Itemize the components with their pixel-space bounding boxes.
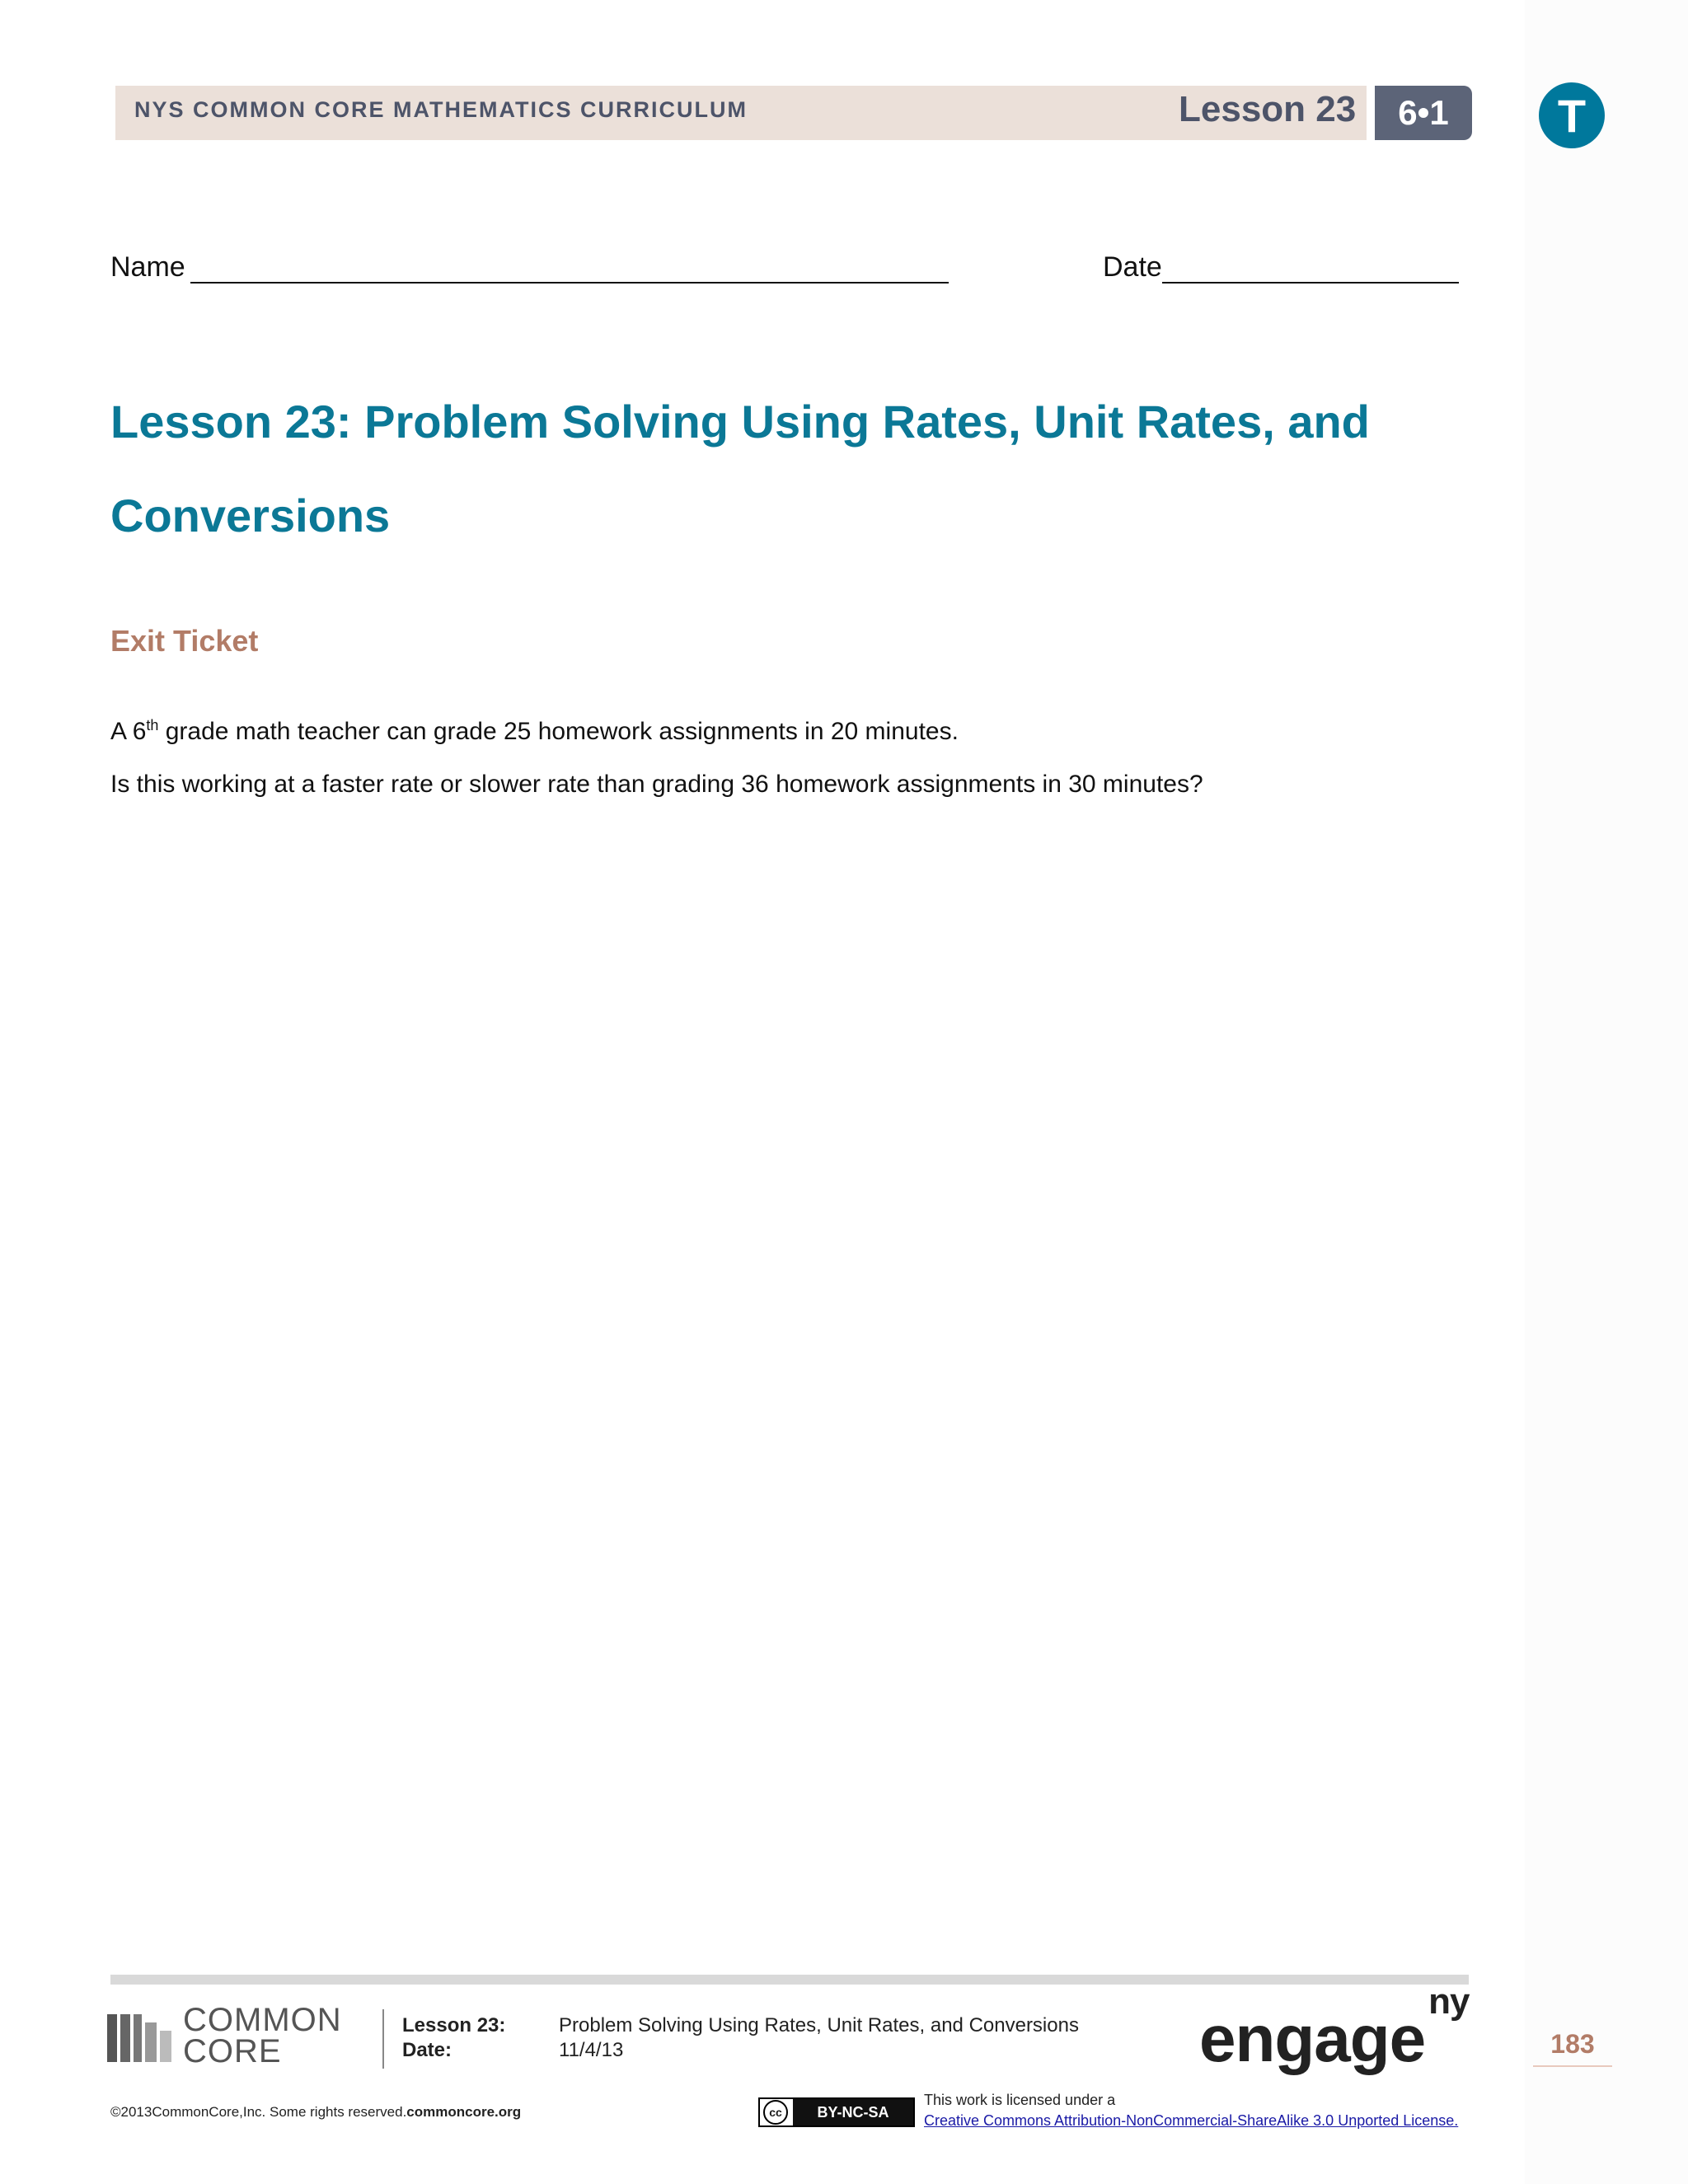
- name-line[interactable]: [190, 252, 949, 284]
- cc-license-type: BY-NC-SA: [793, 2099, 913, 2125]
- date-field[interactable]: [1103, 251, 1459, 284]
- license-link[interactable]: Creative Commons Attribution-NonCommercial-ShareAlike 3.0 Unported License.: [924, 2112, 1459, 2129]
- problem-line-1-start: A 6: [110, 718, 147, 745]
- logo-line-2: CORE: [183, 2033, 282, 2069]
- footer-rule: [110, 1975, 1469, 1985]
- page-number-rule: [1533, 2065, 1612, 2067]
- teacher-badge-icon: T: [1539, 82, 1605, 148]
- cc-license-badge[interactable]: [758, 2097, 915, 2127]
- ny-superscript: ny: [1428, 1981, 1470, 2022]
- common-core-logo-icon: [107, 2011, 171, 2062]
- logo-line-1: COMMON: [183, 2002, 342, 2038]
- date-label: Date: [1103, 251, 1162, 283]
- lesson-title: Lesson 23: Problem Solving Using Rates, Unit Rates, and Conversions: [110, 396, 1370, 541]
- ordinal-suffix: th: [146, 717, 159, 733]
- problem-line-1-end: grade math teacher can grade 25 homework assignments in 20 minutes.: [158, 718, 959, 745]
- engageny-logo: [1199, 1981, 1470, 2077]
- copyright-text: ©2013CommonCore,Inc. Some rights reserved.: [110, 2104, 407, 2120]
- exit-ticket-heading: Exit Ticket: [110, 624, 259, 658]
- common-core-logo-text: [183, 2004, 342, 2067]
- copyright-notice: [110, 2104, 521, 2121]
- copyright-site: commoncore.org: [406, 2104, 522, 2120]
- engage-word: engage: [1199, 2002, 1426, 2075]
- name-field[interactable]: [110, 251, 949, 284]
- page-margin-shade: [1525, 0, 1688, 2184]
- cc-icon: cc: [763, 2100, 788, 2125]
- page-number: 183: [1550, 2029, 1595, 2059]
- problem-line-2: Is this working at a faster rate or slower rate than grading 36 homework assignments in 30 minutes?: [110, 771, 1203, 798]
- curriculum-title: NYS COMMON CORE MATHEMATICS CURRICULUM: [134, 97, 748, 122]
- footer-date-value: 11/4/13: [559, 2039, 624, 2061]
- date-line[interactable]: [1162, 252, 1459, 284]
- footer-divider: [382, 2009, 384, 2069]
- footer-lesson-value: Problem Solving Using Rates, Unit Rates, and Conversions: [559, 2014, 1079, 2036]
- problem-line-1: [110, 717, 959, 746]
- header-lesson: Lesson 23: [1179, 89, 1357, 129]
- module-badge: 6•1: [1375, 86, 1472, 140]
- license-intro: This work is licensed under a: [924, 2092, 1116, 2108]
- name-label: Name: [110, 251, 185, 283]
- footer-lesson-label: Lesson 23:: [402, 2014, 506, 2036]
- footer-date-label: Date:: [402, 2039, 452, 2061]
